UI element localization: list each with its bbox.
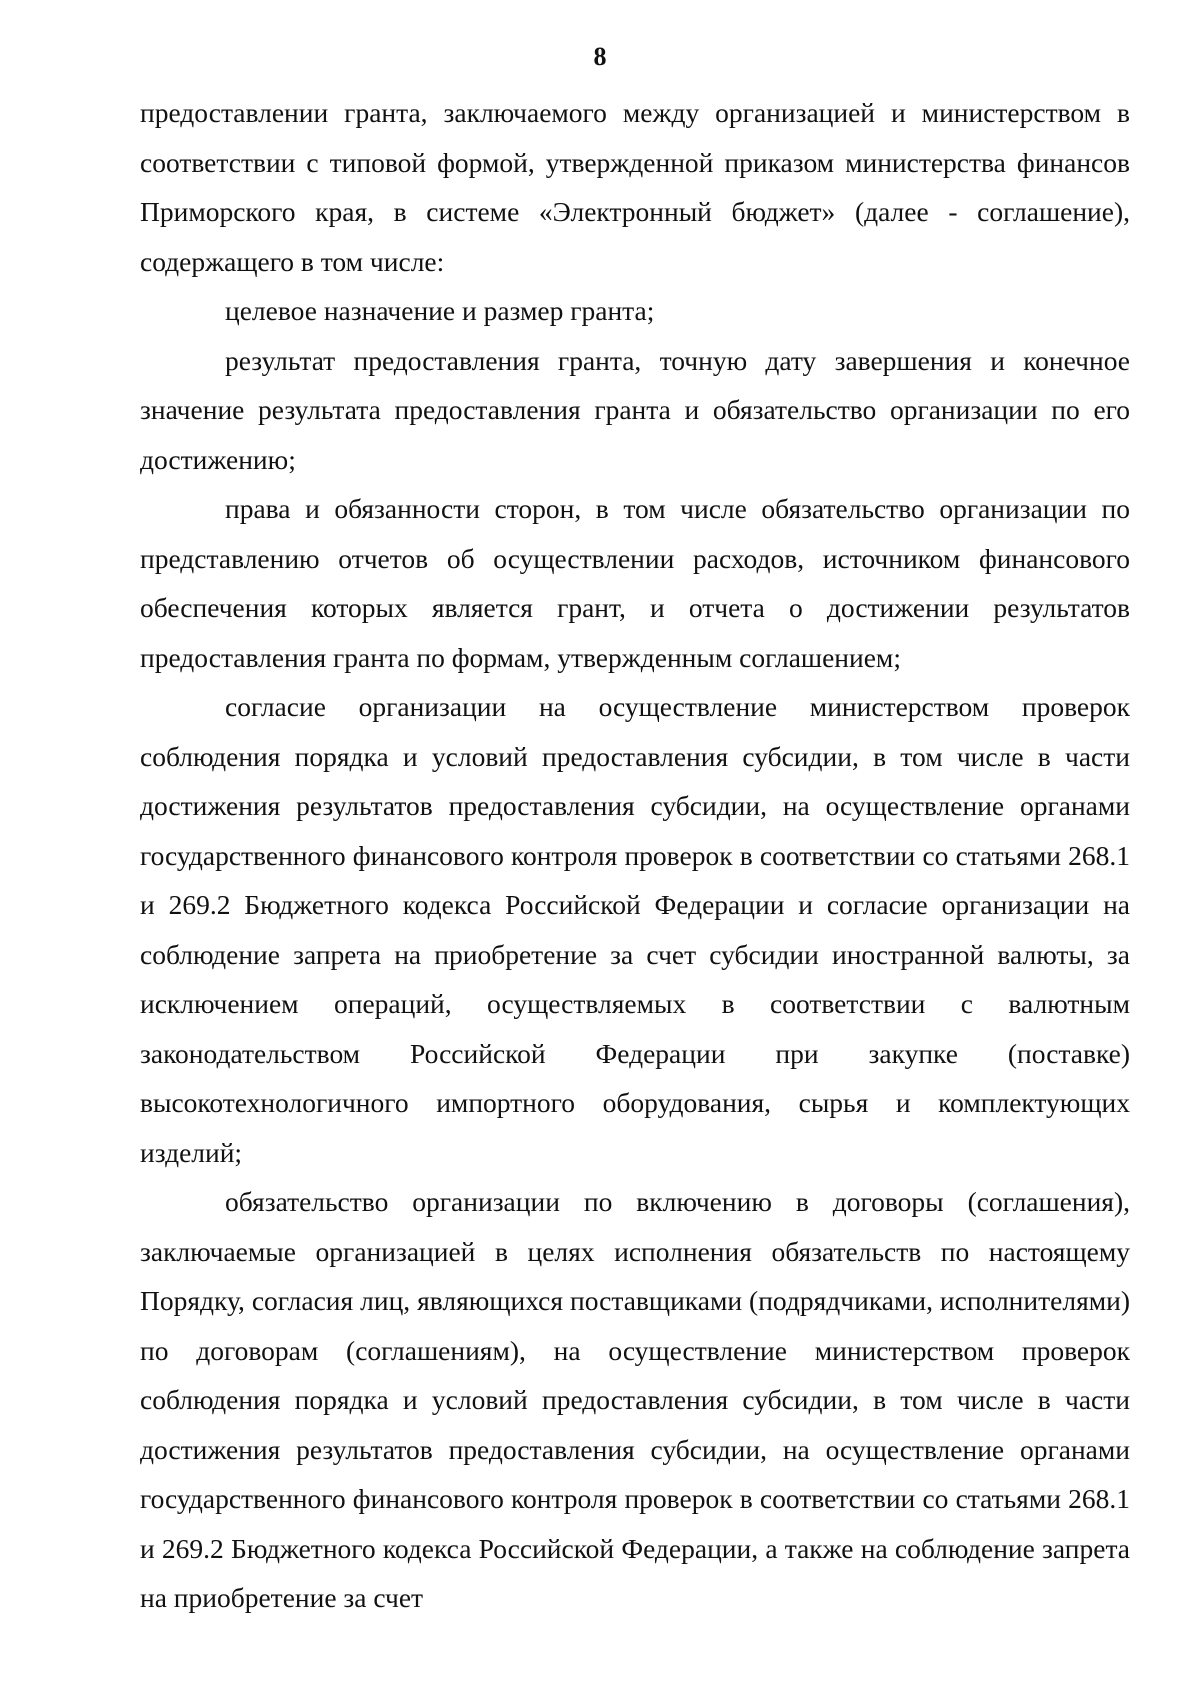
paragraph-5: согласие организации на осуществление министерством проверок соблюдения порядка и условий предоставления субсидии, в том числе в части достижения результатов предоставления субсидии, на осуществление органами государственного финансового контроля проверок в соответствии со статьями 268.1 и 269.2 Бюджетного кодекса Российской Федерации и согласие организации на соблюдение запрета на приобретение за счет субсидии иностранной валюты, за исключением операций, осуществляемых в соответствии с валютным законодательством Российской Федерации при закупке (поставке) высокотехнологичного импортного оборудования, сырья и комплектующих изделий; xyxy=(140,691,1130,1168)
paragraph-4: права и обязанности сторон, в том числе обязательство организации по представлению отчетов об осуществлении расходов, источником финансового обеспечения которых является грант, и отчета о достижении результатов предоставления гранта по формам, утвержденным соглашением; xyxy=(140,493,1130,673)
page-number: 8 xyxy=(593,42,607,71)
document-body xyxy=(140,88,1130,1623)
paragraph-1: предоставлении гранта, заключаемого между организацией и министерством в соответствии с типовой формой, утвержденной приказом министерства финансов Приморского края, в системе «Электронный бюджет» (далее - соглашение), содержащего в том числе: xyxy=(140,97,1130,277)
paragraph-2: целевое назначение и размер гранта; xyxy=(225,295,655,326)
paragraph-3: результат предоставления гранта, точную дату завершения и конечное значение результата предоставления гранта и обязательство организации по его достижению; xyxy=(140,344,1130,475)
paragraph-6: обязательство организации по включению в договоры (соглашения), заключаемые организацией в целях исполнения обязательств по настоящему Порядку, согласия лиц, являющихся поставщиками (подрядчиками, исполнителями) по договорам (соглашениям), на осуществление министерством проверок соблюдения порядка и условий предоставления субсидии, в том числе в части достижения результатов предоставления субсидии, на осуществление органами государственного финансового контроля проверок в соответствии со статьями 268.1 и 269.2 Бюджетного кодекса Российской Федерации, а также на соблюдение запрета на приобретение за счет xyxy=(140,1186,1130,1613)
